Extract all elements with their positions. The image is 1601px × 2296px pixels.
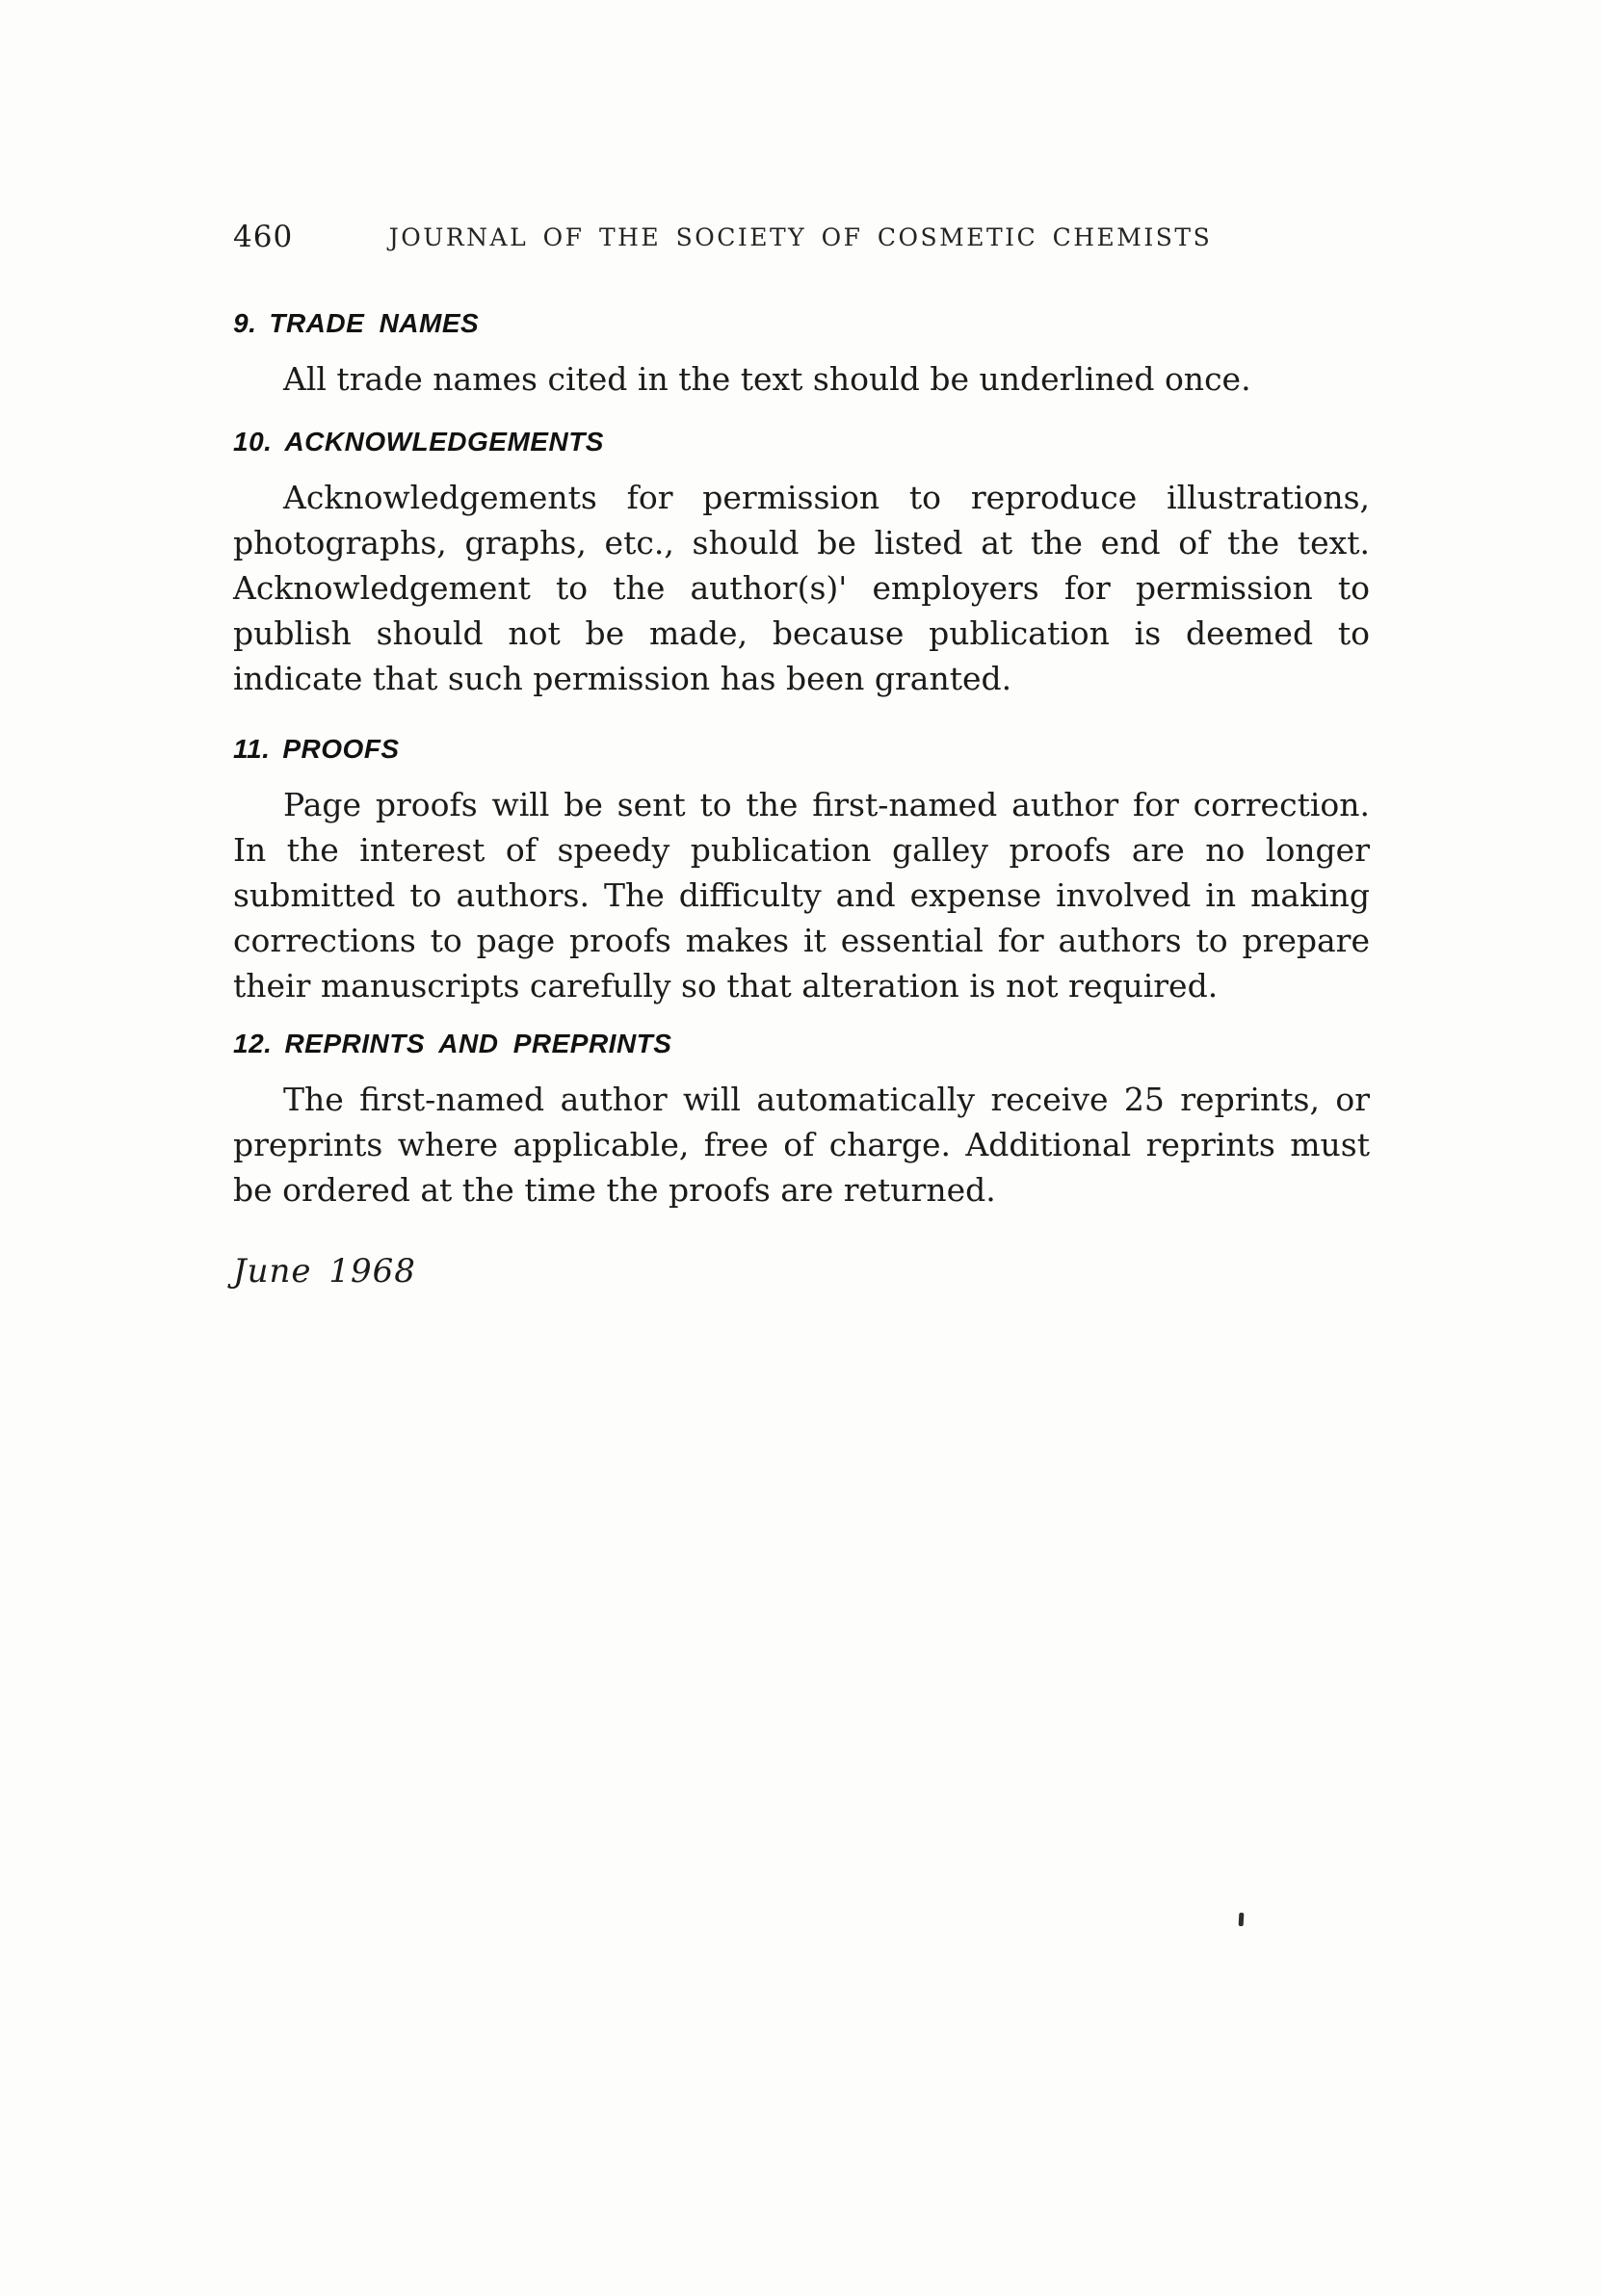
section-title: ACKNOWLEDGEMENTS: [284, 427, 604, 457]
issue-date-line: June 1968: [233, 1252, 416, 1291]
section-number: 10.: [233, 427, 273, 457]
section-acknowledgements: [233, 427, 1370, 701]
section-heading: [233, 427, 1370, 457]
page-number: 460: [233, 220, 294, 254]
ink-speck: [1239, 1913, 1245, 1926]
section-number: 11.: [233, 734, 271, 764]
section-reprints-and-preprints: [233, 1029, 1370, 1213]
section-paragraph: The first-named author will automatically receive 25 reprints, or preprints where applicable, free of charge. Additional reprints must be ordered at the time the proofs are returned.: [233, 1081, 1370, 1209]
section-number: 9.: [233, 308, 257, 338]
section-number: 12.: [233, 1029, 273, 1058]
section-paragraph: Page proofs will be sent to the first-named author for correction. In the interest of speedy publication galley proofs are no longer submitted to authors. The difficulty and expense involved in making corrections to page proofs makes it essential for authors to prepare their manuscripts carefully so that alteration is not required.: [233, 786, 1370, 1004]
section-proofs: [233, 734, 1370, 1008]
running-title: JOURNAL OF THE SOCIETY OF COSMETIC CHEMISTS: [388, 223, 1213, 251]
section-trade-names: [233, 308, 1370, 402]
running-header: [233, 220, 1368, 258]
section-title: REPRINTS AND PREPRINTS: [284, 1029, 672, 1058]
section-title: TRADE NAMES: [269, 308, 480, 338]
section-heading: [233, 734, 1370, 765]
section-title: PROOFS: [282, 734, 400, 764]
section-paragraph: Acknowledgements for permission to reproduce illustrations, photographs, graphs, etc., should be listed at the end of the text. Acknowledgement to the author(s)' employers for permission to publish should not be made, because publication is deemed to indicate that such permission has been granted.: [233, 479, 1370, 697]
section-paragraph: All trade names cited in the text should be underlined once.: [283, 360, 1251, 398]
section-heading: [233, 1029, 1370, 1059]
section-heading: [233, 308, 1370, 339]
